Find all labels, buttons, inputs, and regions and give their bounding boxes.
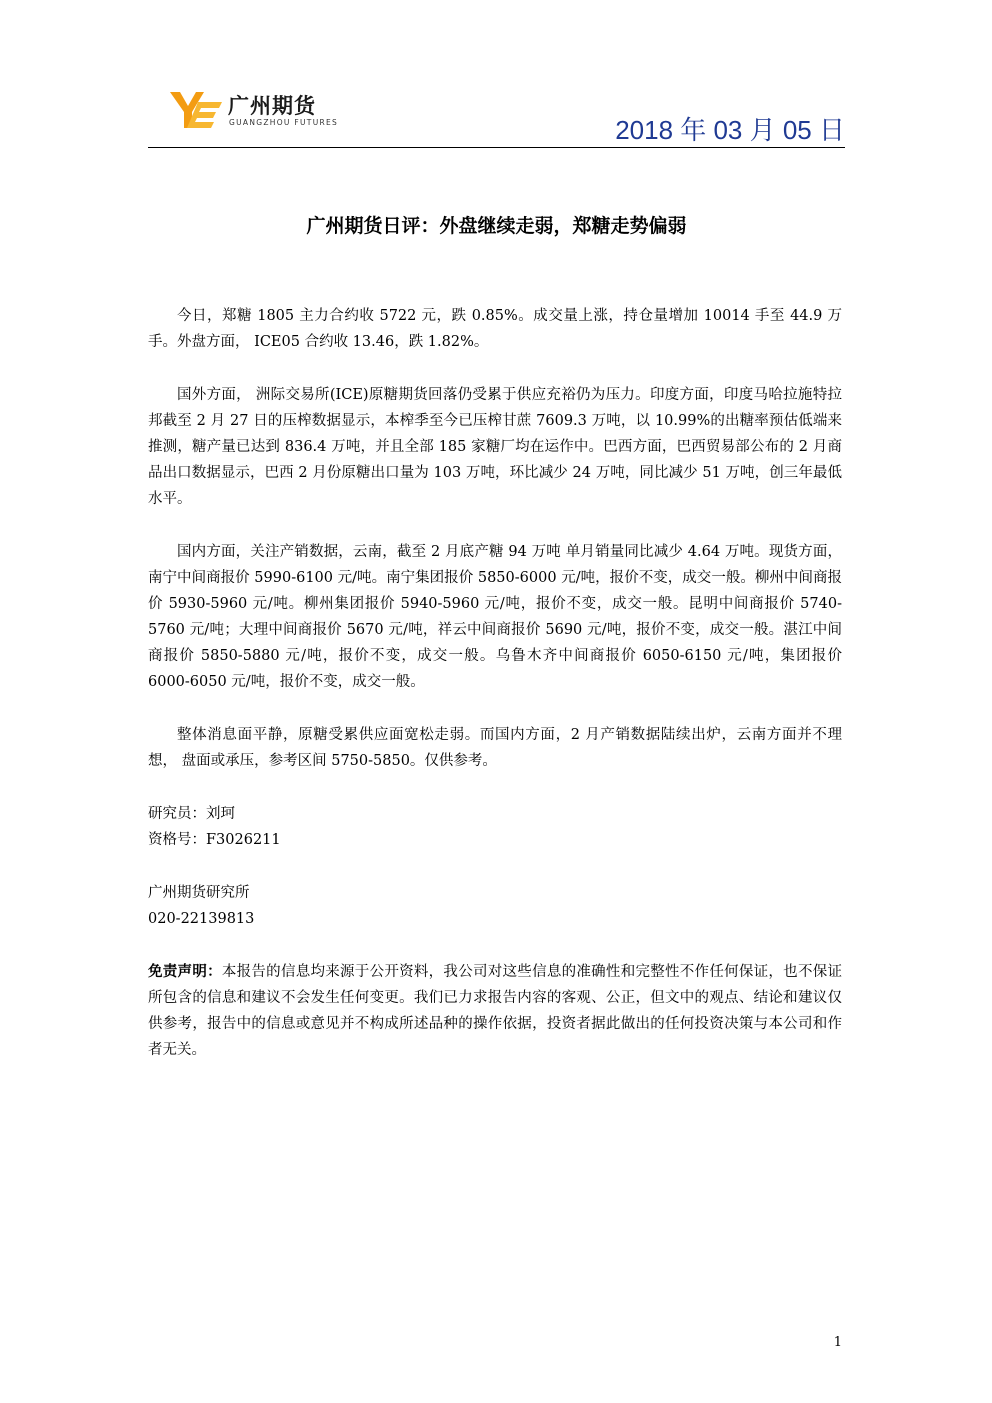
disclaimer bbox=[148, 959, 842, 1063]
report-body bbox=[148, 303, 842, 1063]
page-number: 1 bbox=[833, 1335, 842, 1350]
paragraph-overseas: 国外方面， 洲际交易所(ICE)原糖期货回落仍受累于供应充裕仍为压力。印度方面，印度马哈拉施特拉邦截至 2 月 27 日的压榨数据显示，本榨季至今已压榨甘蔗 7609.3 万吨，以 10.99%的出糖率预估低端来推测，糖产量已达到 836.4 万吨，并且全部 185 家糖厂均在运作中。巴西方面，巴西贸易部公布的 2 月商品出口数据显示，巴西 2 月份原糖出口量为 103 万吨，环比减少 24 万吨，同比减少 51 万吨，创三年最低水平。 bbox=[148, 387, 842, 507]
disclaimer-label: 免责声明： bbox=[148, 963, 222, 980]
paragraph-futures-summary: 今日，郑糖 1805 主力合约收 5722 元，跌 0.85%。成交量上涨，持仓量增加 10014 手至 44.9 万手。外盘方面， ICE05 合约收 13.46，跌 1.82%。 bbox=[148, 308, 842, 350]
phone-number: 020-22139813 bbox=[148, 911, 255, 927]
page-header bbox=[148, 80, 845, 148]
logo-chinese-name: 广州期货 bbox=[228, 94, 316, 118]
logo-english-name: GUANGZHOU FUTURES bbox=[229, 118, 339, 127]
disclaimer-text: 本报告的信息均来源于公开资料，我公司对这些信息的准确性和完整性不作任何保证，也不保证所包含的信息和建议不会发生任何变更。我们已力求报告内容的客观、公正，但文中的观点、结论和建议仅供参考，报告中的信息或意见并不构成所述品种的操作依据，投资者据此做出的任何投资决策与本公司和作者无关。 bbox=[148, 964, 842, 1058]
logo-mark-icon bbox=[168, 88, 224, 130]
paragraph-outlook: 整体消息面平静，原糖受累供应面宽松走弱。而国内方面，2 月产销数据陆续出炉，云南方面并不理想， 盘面或承压，参考区间 5750-5850。仅供参考。 bbox=[148, 727, 842, 769]
institute-name: 广州期货研究所 bbox=[148, 885, 250, 901]
company-logo bbox=[168, 88, 368, 132]
report-title: 广州期货日评：外盘继续走弱，郑糖走势偏弱 bbox=[306, 215, 687, 237]
researcher-line: 研究员：刘珂 bbox=[148, 806, 235, 822]
paragraph-domestic: 国内方面，关注产销数据，云南，截至 2 月底产糖 94 万吨 单月销量同比减少 4.64 万吨。现货方面， 南宁中间商报价 5990-6100 元/吨。南宁集团报价 5850-6000 元/吨，报价不变，成交一般。柳州中间商报价 5930-5960 元/吨。柳州集团报价 5940-5960 元/吨，报价不变，成交一般。昆明中间商报价 5740-5760 元/吨；大理中间商报价 5670 元/吨，祥云中间商报价 5690 元/吨，报价不变，成交一般。湛江中间商报价 5850-5880 元/吨，报价不变，成交一般。乌鲁木齐中间商报价 6050-6150 元/吨，集团报价 6000-6050 元/吨，报价不变，成交一般。 bbox=[148, 544, 842, 690]
report-date: 2018 年 03 月 05 日 bbox=[615, 115, 845, 145]
header-divider bbox=[148, 147, 845, 148]
license-line: 资格号：F3026211 bbox=[148, 832, 281, 848]
